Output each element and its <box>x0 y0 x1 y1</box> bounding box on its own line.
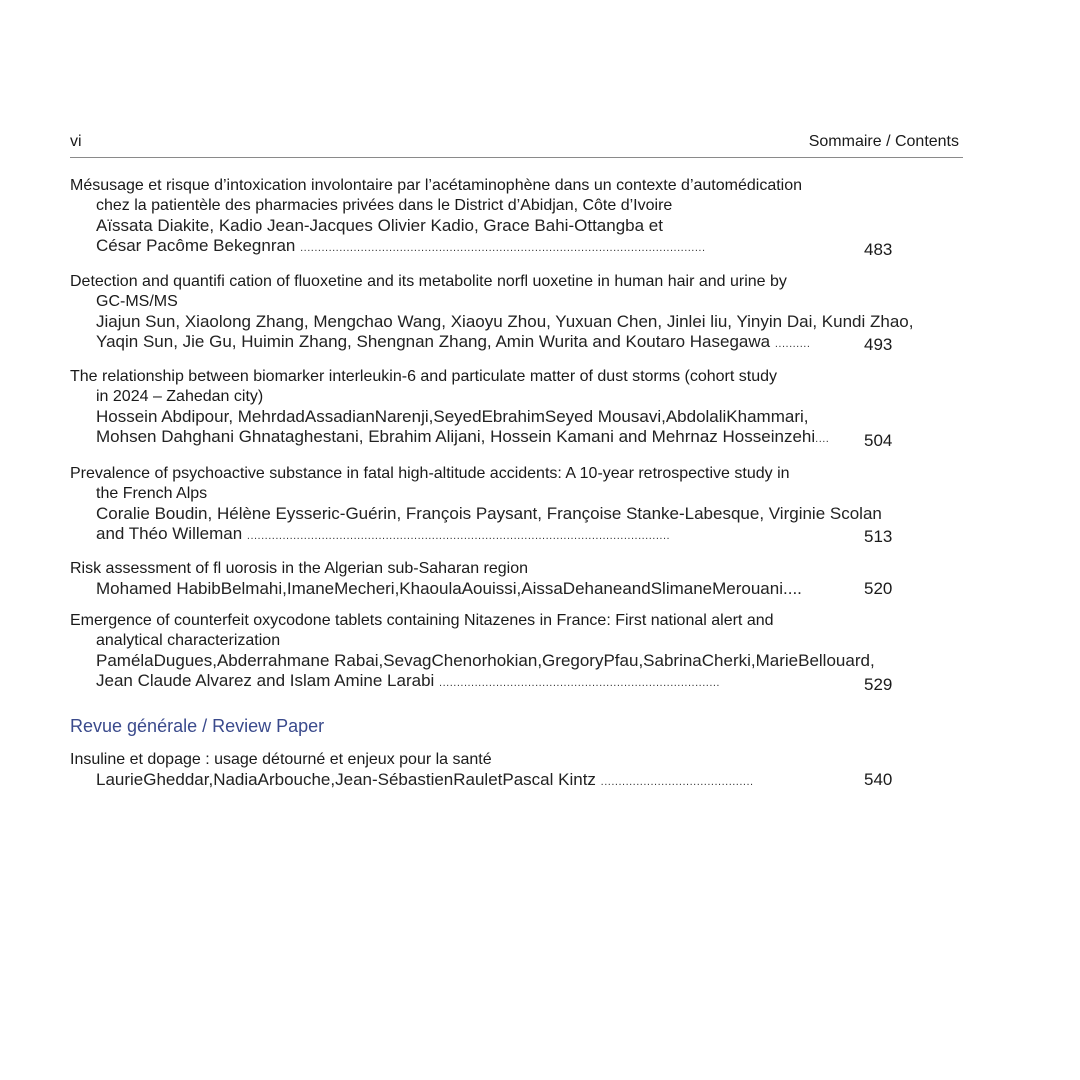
entry-author-line: Mohsen Dahghani Ghnataghestani, Ebrahim Alijani, Hossein Kamani and Mehrnaz Hosseinzehi.... <box>96 427 830 446</box>
entry-title-line: chez la patientèle des pharmacies privées dans le District d’Abidjan, Côte d’Ivoire <box>96 197 673 214</box>
page-number: 493 <box>864 335 893 354</box>
entry-authors <box>70 504 1070 546</box>
toc-entry[interactable] <box>70 559 1070 599</box>
dot-leader: .... <box>815 433 830 445</box>
entry-title-line: Risk assessment of fl uorosis in the Algerian sub-Saharan region <box>70 560 529 577</box>
entry-title-line: in 2024 – Zahedan city) <box>96 388 264 405</box>
entry-authors <box>70 216 1070 258</box>
dot-leader: .................................................................................................................. <box>300 242 706 254</box>
entry-author-line: Hossein Abdipour, MehrdadAssadianNarenji,SeyedEbrahimSeyed Mousavi,AbdolaliKhammari, <box>96 407 809 426</box>
page-number: 483 <box>864 240 893 259</box>
page-number: 504 <box>864 431 893 450</box>
page-header <box>70 131 963 158</box>
entry-author-line: Yaqin Sun, Jie Gu, Huimin Zhang, Shengnan Zhang, Amin Wurita and Koutaro Hasegawa .......... <box>96 332 811 351</box>
entry-title <box>70 611 1070 651</box>
entry-title <box>70 176 1070 216</box>
entry-title-line: Mésusage et risque d’intoxication involontaire par l’acétaminophène dans un contexte d’automédication <box>70 177 803 194</box>
entry-title-line: The relationship between biomarker interleukin-6 and particulate matter of dust storms (cohort study <box>70 368 778 385</box>
dot-leader: .......... <box>774 338 811 350</box>
entry-title <box>70 367 1070 407</box>
entry-title <box>70 750 1070 770</box>
dot-leader: ........................................... <box>600 776 754 788</box>
entry-title-line: the French Alps <box>96 485 208 502</box>
page-number: 529 <box>864 675 893 694</box>
entry-title-line: Insuline et dopage : usage détourné et enjeux pour la santé <box>70 751 492 768</box>
toc-entry[interactable] <box>70 611 1070 693</box>
toc-entry[interactable] <box>70 367 1070 449</box>
dot-leader: ....................................................................................................................... <box>246 530 671 542</box>
entry-title-line: GC-MS/MS <box>96 293 178 310</box>
entry-authors <box>70 407 1070 449</box>
toc-entry[interactable] <box>70 176 1070 258</box>
entry-title <box>70 559 1070 579</box>
entry-authors <box>70 312 1070 354</box>
dot-leader: ............................................................................... <box>439 677 720 689</box>
entry-authors <box>70 770 1070 792</box>
entry-author-line: Aïssata Diakite, Kadio Jean-Jacques Olivier Kadio, Grace Bahi-Ottangba et <box>96 216 663 235</box>
entry-title <box>70 464 1070 504</box>
entry-author-line: LaurieGheddar,NadiaArbouche,Jean-SébastienRauletPascal Kintz ........................................... <box>96 770 754 789</box>
entry-author-line: Jean Claude Alvarez and Islam Amine Larabi ............................................................................... <box>96 671 720 690</box>
entry-author-line: Coralie Boudin, Hélène Eysseric-Guérin, François Paysant, Françoise Stanke-Labesque, Virginie Scolan <box>96 504 882 523</box>
running-head: Sommaire / Contents <box>808 133 959 150</box>
entry-author-line: César Pacôme Bekegnran .................................................................................................................. <box>96 236 706 255</box>
entry-title-line: Prevalence of psychoactive substance in fatal high-altitude accidents: A 10-year retrospective study in <box>70 465 790 482</box>
section-heading: Revue générale / Review Paper <box>70 716 325 736</box>
entry-authors <box>70 651 1070 693</box>
entry-title <box>70 272 1070 312</box>
entry-title-line: Emergence of counterfeit oxycodone tablets containing Nitazenes in France: First national alert and <box>70 612 774 629</box>
entry-author-line: Mohamed HabibBelmahi,ImaneMecheri,KhaoulaAouissi,AissaDehaneandSlimaneMerouani.... <box>96 579 802 598</box>
page-number: 540 <box>864 770 893 789</box>
toc-entry[interactable] <box>70 272 1070 354</box>
page-folio: vi <box>70 133 82 150</box>
entry-authors <box>70 579 1070 599</box>
toc-entry[interactable] <box>70 464 1070 546</box>
entry-author-line: Jiajun Sun, Xiaolong Zhang, Mengchao Wang, Xiaoyu Zhou, Yuxuan Chen, Jinlei liu, Yinyin Dai, Kundi Zhao, <box>96 312 914 331</box>
entry-title-line: analytical characterization <box>96 632 281 649</box>
page-number: 513 <box>864 527 893 546</box>
entry-author-line: and Théo Willeman ....................................................................................................................... <box>96 524 671 543</box>
toc-entry[interactable] <box>70 750 1070 792</box>
page-number: 520 <box>864 579 893 598</box>
entry-author-line: PamélaDugues,Abderrahmane Rabai,SevagChenorhokian,GregoryPfau,SabrinaCherki,MarieBellouard, <box>96 651 875 670</box>
entry-title-line: Detection and quantifi cation of fluoxetine and its metabolite norfl uoxetine in human hair and urine by <box>70 273 787 290</box>
